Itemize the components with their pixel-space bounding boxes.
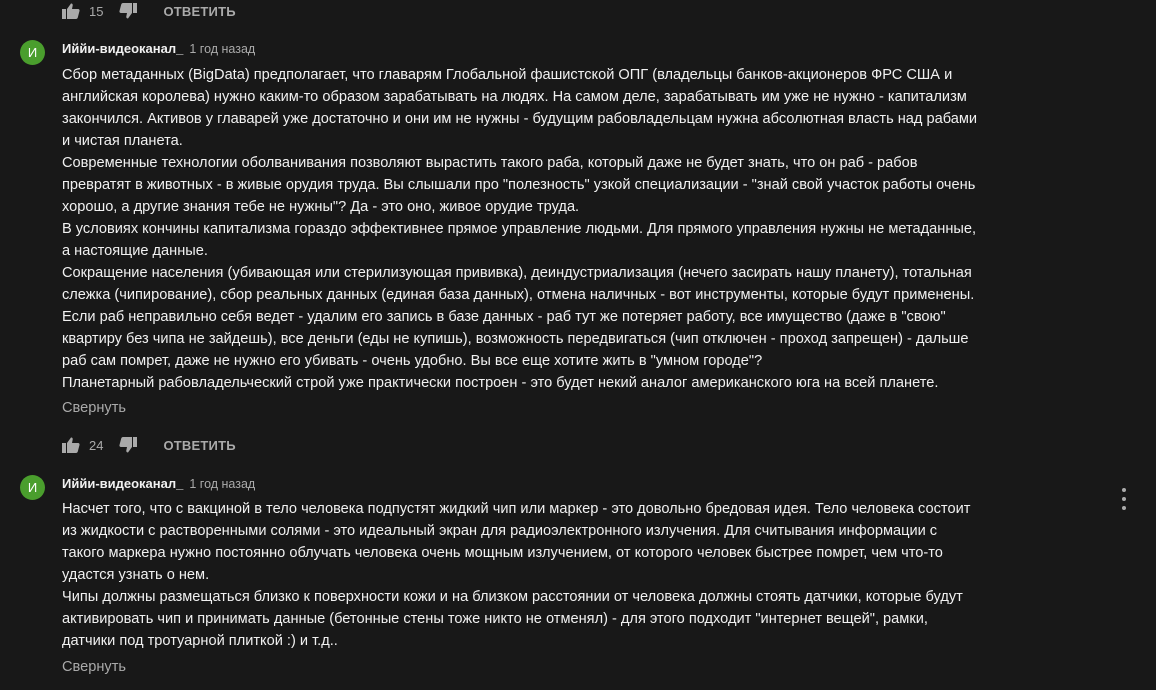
comment-text — [62, 64, 1112, 394]
avatar[interactable] — [20, 475, 45, 500]
kebab-dot-icon — [1122, 497, 1126, 501]
comment-line: Современные технологии оболванивания позволяют вырастить такого раба, который даже не будет знать, что он раб - рабов — [62, 155, 918, 171]
comment-line: Чипы должны размещаться близко к поверхности кожи и на близком расстоянии от человека должны стоять датчики, которые будут — [62, 589, 963, 605]
kebab-dot-icon — [1122, 488, 1126, 492]
thumbs-down-icon — [119, 437, 137, 453]
comment-line: и чистая планета. — [62, 133, 183, 149]
comment-line: квартиру без чипа не зайдешь), все деньги (еды не купишь), возможность передвигаться (чип отключен - проход запрещен) - дальше — [62, 331, 969, 347]
comment-line: такого маркера нужно постоянно облучать человека очень мощным излучением, от которого человек быстрее помрет, чем что-то — [62, 545, 943, 561]
comment-line: Если раб неправильно себя ведет - удалим его запись в базе данных - раб тут же потеряет работу, все имущество (даже в "свою" — [62, 309, 946, 325]
comment-line: удастся узнать о нем. — [62, 567, 210, 583]
comment-line: Сокращение населения (убивающая или стерилизующая прививка), деиндустриализация (нечего засирать нашу планету), тотальная — [62, 265, 972, 281]
thumbs-down-icon — [119, 3, 137, 19]
timestamp[interactable]: 1 год назад — [189, 42, 256, 56]
like-count: 15 — [89, 3, 104, 19]
comment-line: закончился. Активов у главарей уже достаточно и они им не нужны - будущим рабовладельцам нужна абсолютная власть над рабами — [62, 111, 978, 127]
collapse-button[interactable]: Свернуть — [62, 400, 127, 416]
comment-text — [62, 498, 1112, 652]
thumbs-up-icon — [62, 437, 80, 453]
collapse-button[interactable]: Свернуть — [62, 659, 127, 675]
comment-header — [62, 476, 255, 491]
comment-line: Насчет того, что с вакциной в тело человека подпустят жидкий чип или маркер - это довольно бредовая идея. Тело человека состоит — [62, 501, 971, 517]
avatar-letter: И — [27, 480, 38, 495]
comment-actions — [62, 435, 236, 455]
like-count: 24 — [89, 437, 104, 453]
comment-line: английская королева) нужно каким-то образом зарабатывать на людях. На самом деле, зарабатывать им уже не нужно - капитализм — [62, 89, 967, 105]
comment-line: превратят в животных - в живые орудия труда. Вы слышали про "полезность" узкой специализации - "знай свой участок работы очень — [62, 177, 976, 193]
dislike-button[interactable] — [119, 437, 137, 453]
dislike-button[interactable] — [119, 3, 137, 19]
comment-line: раб сам помрет, даже не нужно его убивать - очень удобно. Вы все еще хотите жить в "умном городе"? — [62, 353, 763, 369]
author-name[interactable]: Иййи-видеоканал_ — [62, 41, 184, 56]
comment-line: Планетарный рабовладельческий строй уже практически построен - это будет некий аналог американского юга на всей планете. — [62, 375, 939, 391]
thumbs-up-icon — [62, 3, 80, 19]
avatar[interactable] — [20, 40, 45, 65]
comment-line: датчики под тротуарной плиткой :) и т.д.. — [62, 633, 338, 649]
comment-line: слежка (чипирование), сбор реальных данных (единая база данных), отмена наличных - вот инструменты, которые будут применены. — [62, 287, 975, 303]
comment-line: а настоящие данные. — [62, 243, 208, 259]
comment-line: В условиях кончины капитализма гораздо эффективнее прямое управление людьми. Для прямого управления нужны не метаданные, — [62, 221, 977, 237]
like-button[interactable] — [62, 437, 80, 453]
kebab-dot-icon — [1122, 506, 1126, 510]
more-options-button[interactable] — [1116, 488, 1132, 510]
avatar-letter: И — [27, 45, 38, 60]
reply-button[interactable]: ОТВЕТИТЬ — [163, 3, 236, 19]
author-name[interactable]: Иййи-видеоканал_ — [62, 476, 184, 491]
comment-line: Сбор метаданных (BigData) предполагает, что главарям Глобальной фашистской ОПГ (владельцы банков-акционеров ФРС США и — [62, 67, 953, 83]
top-comment-actions — [62, 1, 236, 21]
comment-line: хорошо, а другие знания тебе не нужны"? Да - это оно, живое орудие труда. — [62, 199, 580, 215]
timestamp[interactable]: 1 год назад — [189, 477, 256, 491]
comment-line: из жидкости с растворенными солями - это идеальный экран для радиоэлектронного излучения. Для считывания информации с — [62, 523, 938, 539]
comment-header — [62, 41, 255, 56]
like-button[interactable] — [62, 3, 80, 19]
reply-button[interactable]: ОТВЕТИТЬ — [163, 437, 236, 453]
comment-line: активировать чип и принимать данные (бетонные стены тоже никто не отменял) - для этого подходит "интернет вещей", рамки, — [62, 611, 928, 627]
